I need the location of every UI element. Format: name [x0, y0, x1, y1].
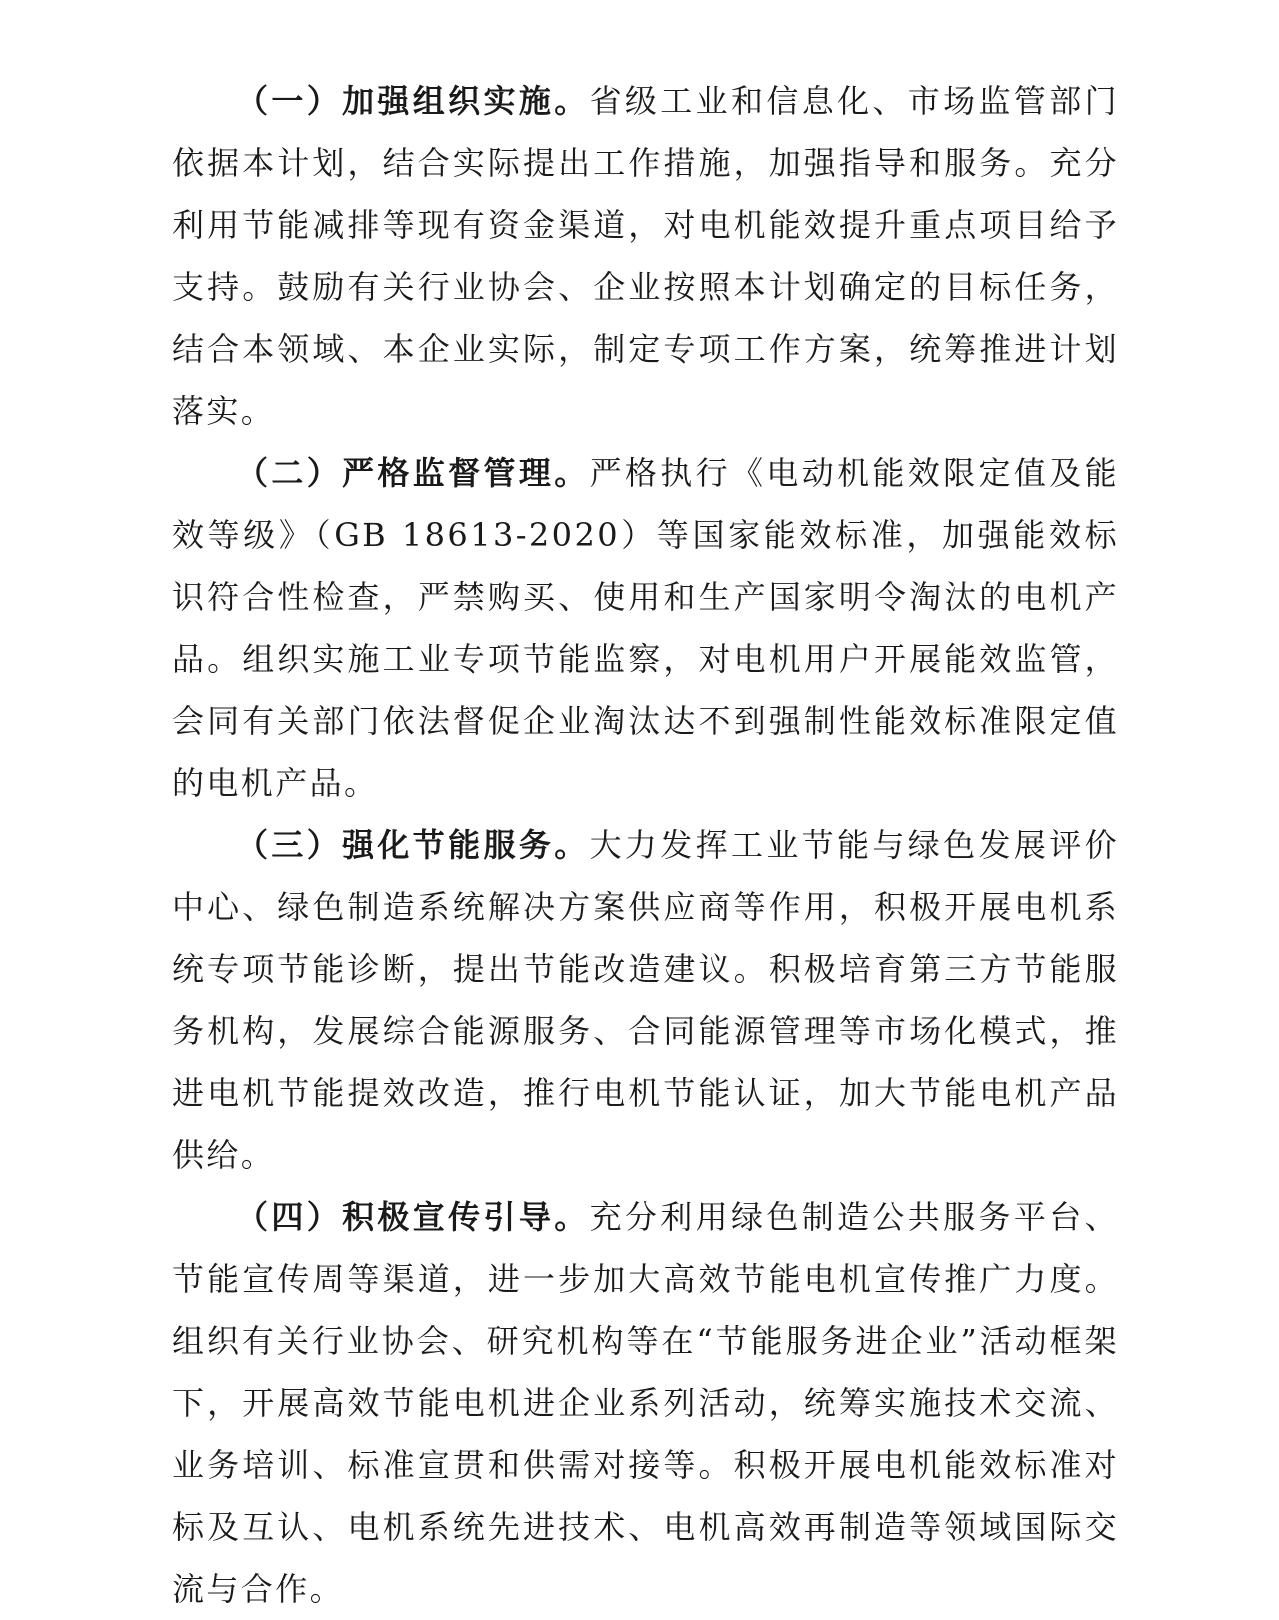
paragraph-text: 严格执行《电动机能效限定值及能效等级》（GB 18613-2020）等国家能效标准，加强能效标识符合性检查，严禁购买、使用和生产国家明令淘汰的电机产品。组织实施工业专项节能监察，对电机用户开展能效监管，会同有关部门依法督促企业淘汰达不到强制性能效标准限定值的电机产品。 — [172, 454, 1119, 802]
paragraph-text: 大力发挥工业节能与绿色发展评价中心、绿色制造系统解决方案供应商等作用，积极开展电机系统专项节能诊断，提出节能改造建议。积极培育第三方节能服务机构，发展综合能源服务、合同能源管理等市场化模式，推进电机节能提效改造，推行电机节能认证，加大节能电机产品供给。 — [172, 826, 1119, 1174]
paragraph-organization — [172, 70, 1119, 442]
paragraph-heading: （四）积极宣传引导。 — [236, 1198, 590, 1236]
paragraph-publicity — [172, 1186, 1119, 1620]
paragraph-heading: （三）强化节能服务。 — [236, 826, 590, 864]
document-body — [172, 70, 1119, 1620]
paragraph-text: 省级工业和信息化、市场监管部门依据本计划，结合实际提出工作措施，加强指导和服务。充分利用节能减排等现有资金渠道，对电机能效提升重点项目给予支持。鼓励有关行业协会、企业按照本计划确定的目标任务，结合本领域、本企业实际，制定专项工作方案，统筹推进计划落实。 — [172, 82, 1119, 430]
paragraph-services — [172, 814, 1119, 1186]
paragraph-heading: （一）加强组织实施。 — [236, 82, 590, 120]
paragraph-text: 充分利用绿色制造公共服务平台、节能宣传周等渠道，进一步加大高效节能电机宣传推广力度。组织有关行业协会、研究机构等在“节能服务进企业”活动框架下，开展高效节能电机进企业系列活动，统筹实施技术交流、业务培训、标准宣贯和供需对接等。积极开展电机能效标准对标及互认、电机系统先进技术、电机高效再制造等领域国际交流与合作。 — [172, 1198, 1119, 1608]
paragraph-supervision — [172, 442, 1119, 814]
paragraph-heading: （二）严格监督管理。 — [236, 454, 590, 492]
